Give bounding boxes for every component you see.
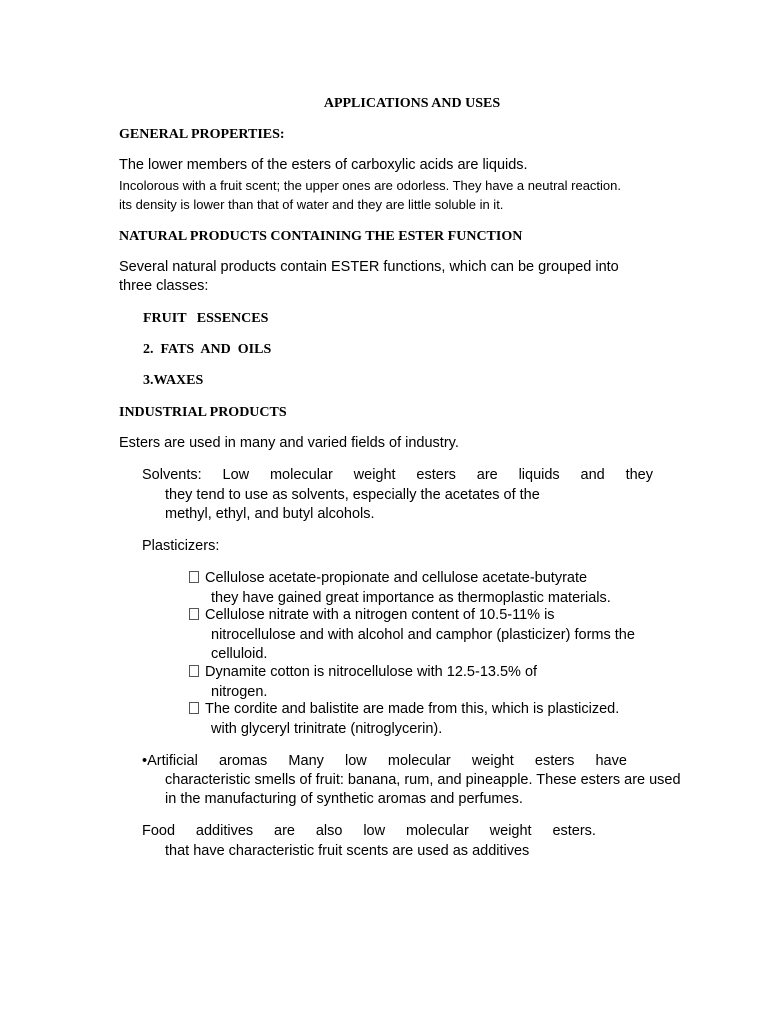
plasticizers-label: Plasticizers: [142, 538, 220, 554]
natural-line-1: Several natural products contain ESTER functions, which can be grouped into [119, 259, 619, 275]
solvents-word: and [580, 467, 605, 483]
solvents-word: Low [222, 467, 250, 483]
food-word: molecular [405, 823, 469, 839]
bullet-text: Cellulose acetate-propionate and cellulose acetate-butyrate [205, 570, 588, 586]
solvents-word: molecular [269, 467, 333, 483]
plasticizer-bullet-1 [189, 569, 587, 588]
aromas-word: •Artificial [142, 753, 198, 769]
food-word: also [315, 823, 343, 839]
natural-products-heading: NATURAL PRODUCTS CONTAINING THE ESTER FUNCTION [119, 229, 523, 244]
industrial-intro: Esters are used in many and varied fields of industry. [119, 435, 459, 451]
plasticizer-bullet-4 [189, 700, 619, 719]
aromas-word: esters [534, 753, 575, 769]
aromas-word: aromas [218, 753, 268, 769]
class-fruit-essences: FRUIT ESSENCES [143, 311, 269, 326]
general-line-3: its density is lower than that of water and they are little soluble in it. [119, 197, 504, 212]
food-additives-line-2: that have characteristic fruit scents are used as additives [165, 843, 530, 859]
page-title: APPLICATIONS AND USES [323, 96, 501, 111]
solvents-line-3: methyl, ethyl, and butyl alcohols. [165, 506, 375, 522]
plasticizer-bullet-4-cont: with glyceryl trinitrate (nitroglycerin). [211, 721, 443, 737]
class-fats-and-oils: 2. FATS AND OILS [143, 342, 272, 357]
checkbox-bullet-icon [189, 702, 199, 714]
checkbox-bullet-icon [189, 571, 199, 583]
bullet-text: Dynamite cotton is nitrocellulose with 12.5-13.5% of [205, 664, 538, 680]
solvents-word: are [476, 467, 498, 483]
solvents-word: weight [353, 467, 396, 483]
solvents-word: they [625, 467, 653, 483]
plasticizer-bullet-2-cont: nitrocellulose and with alcohol and camphor (plasticizer) forms the [211, 627, 635, 643]
industrial-products-heading: INDUSTRIAL PRODUCTS [119, 405, 287, 420]
checkbox-bullet-icon [189, 608, 199, 620]
plasticizer-bullet-2 [189, 606, 555, 625]
solvents-line-1 [142, 466, 653, 485]
solvents-word: esters [416, 467, 456, 483]
aromas-word: Many [288, 753, 324, 769]
solvents-word: liquids [518, 467, 560, 483]
solvents-word: Solvents: [142, 467, 202, 483]
solvents-line-2: they tend to use as solvents, especially the acetates of the [165, 487, 540, 503]
plasticizer-bullet-1-cont: they have gained great importance as thermoplastic materials. [211, 590, 611, 606]
natural-line-2: three classes: [119, 278, 209, 294]
aromas-line-3: in the manufacturing of synthetic aromas and perfumes. [165, 791, 523, 807]
food-word: weight [489, 823, 532, 839]
general-line-2: Incolorous with a fruit scent; the upper ones are odorless. They have a neutral reaction. [119, 178, 621, 193]
plasticizer-bullet-3 [189, 663, 537, 682]
general-line-1: The lower members of the esters of carboxylic acids are liquids. [119, 157, 528, 173]
food-word: are [274, 823, 295, 839]
aromas-line-1 [142, 752, 627, 771]
general-properties-heading: GENERAL PROPERTIES: [119, 127, 285, 142]
bullet-text: The cordite and balistite are made from this, which is plasticized. [205, 701, 620, 717]
aromas-word: molecular [387, 753, 451, 769]
plasticizer-bullet-3-cont: nitrogen. [211, 684, 268, 700]
aromas-line-2: characteristic smells of fruit: banana, rum, and pineapple. These esters are used [165, 772, 681, 788]
class-waxes: 3.WAXES [143, 373, 204, 388]
aromas-word: weight [471, 753, 514, 769]
food-word: Food [142, 823, 176, 839]
food-word: additives [195, 823, 254, 839]
food-additives-line-1 [142, 822, 596, 841]
checkbox-bullet-icon [189, 665, 199, 677]
food-word: low [363, 823, 386, 839]
plasticizer-bullet-2-cont: celluloid. [211, 646, 268, 662]
aromas-word: have [595, 753, 627, 769]
bullet-text: Cellulose nitrate with a nitrogen content of 10.5-11% is [205, 607, 555, 623]
aromas-word: low [345, 753, 367, 769]
food-word: esters. [552, 823, 596, 839]
